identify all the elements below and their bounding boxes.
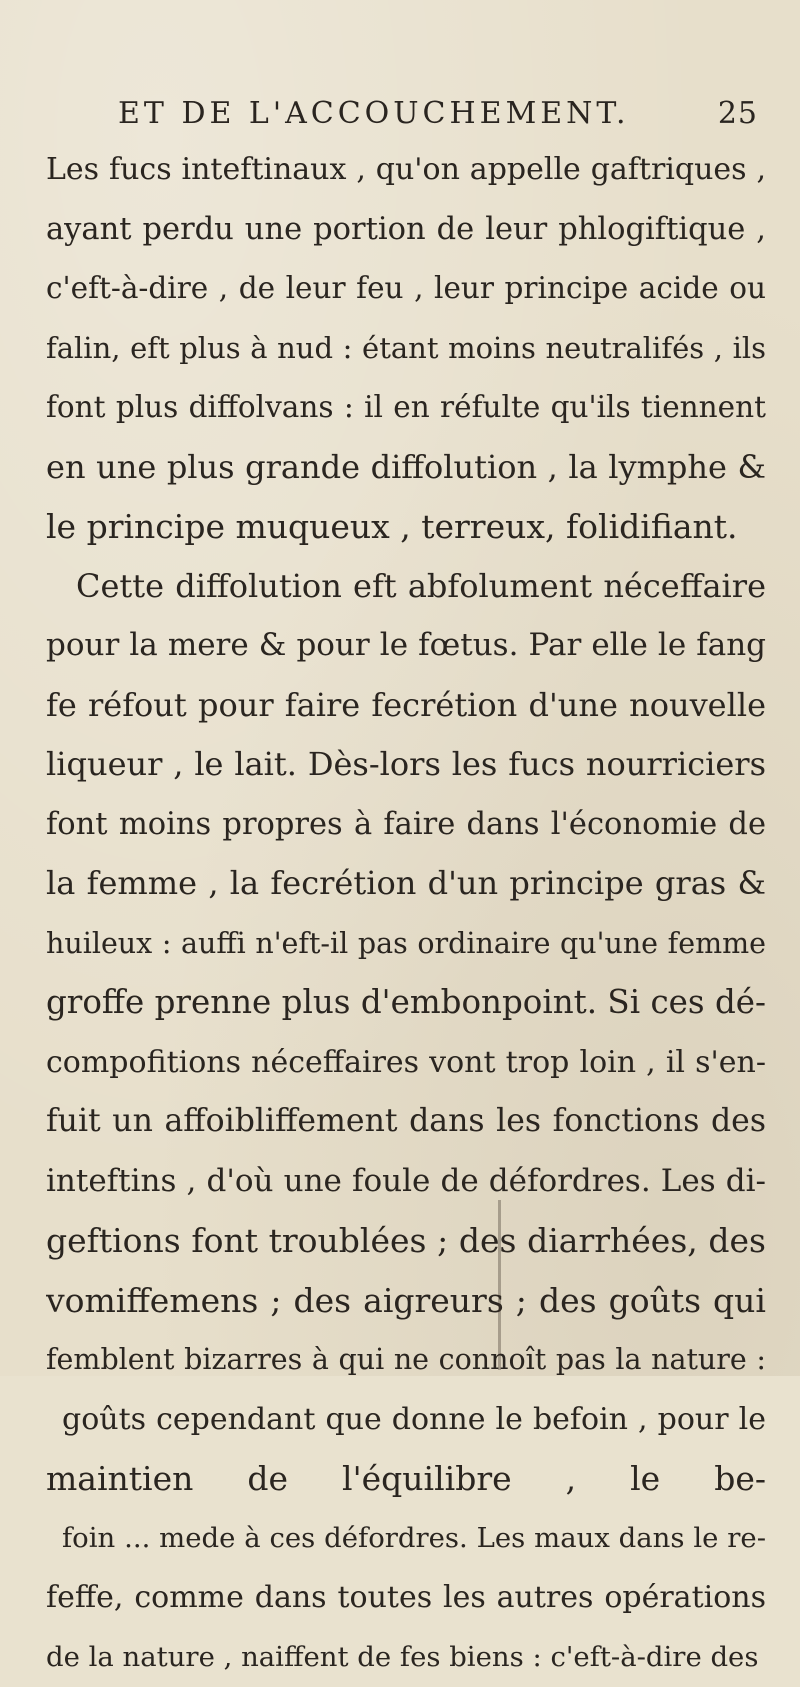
text-line: fe réfout pour faire fecrétion d'une nouvelle [46, 676, 766, 736]
body-text [46, 140, 766, 1687]
text-line: de la nature , naiffent de fes biens : c'eft-à-dire des [46, 1628, 766, 1687]
text-line: femblent bizarres à qui ne connoît pas la nature : [46, 1330, 766, 1390]
paper-crease [498, 1200, 501, 1370]
text-line: Cette diffolution eft abfolument néceffaire [46, 557, 766, 617]
text-line: font moins propres à faire dans l'économie de [46, 795, 766, 855]
text-line: la femme , la fecrétion d'un principe gras & [46, 854, 766, 914]
text-line: inteftins , d'où une foule de défordres. Les di- [46, 1152, 766, 1212]
text-line: font plus diffolvans : il en réfulte qu'ils tiennent [46, 378, 766, 438]
text-line: groffe prenne plus d'embonpoint. Si ces dé- [46, 973, 766, 1033]
text-line: goûts cependant que donne le befoin , pour le [46, 1390, 766, 1450]
running-title: ET DE L'ACCOUCHEMENT. [118, 96, 630, 131]
text-line: maintien de l'équilibre , le be- [46, 1449, 766, 1509]
text-line: c'eft-à-dire , de leur feu , leur principe acide ou [46, 259, 766, 319]
text-line: en une plus grande diffolution , la lymphe & [46, 438, 766, 498]
text-line: le principe muqueux , terreux, folidifiant. [46, 497, 766, 557]
text-line: huileux : auffi n'eft-il pas ordinaire qu'une femme [46, 914, 766, 974]
text-line: fuit un affoibliffement dans les fonctions des [46, 1092, 766, 1152]
text-line: liqueur , le lait. Dès-lors les fucs nourriciers [46, 735, 766, 795]
page-number: 25 [718, 96, 758, 131]
text-line: falin, eft plus à nud : étant moins neutralifés , ils [46, 319, 766, 379]
text-line: pour la mere & pour le fœtus. Par elle le fang [46, 616, 766, 676]
text-line: Les fucs inteftinaux , qu'on appelle gaftriques , [46, 140, 766, 200]
text-line: feffe, comme dans toutes les autres opérations [46, 1568, 766, 1628]
running-header [118, 96, 758, 136]
text-line: compofitions néceffaires vont trop loin , il s'en- [46, 1033, 766, 1093]
text-line: ayant perdu une portion de leur phlogiftique , [46, 200, 766, 260]
text-line: foin ... mede à ces défordres. Les maux dans le re- [46, 1509, 766, 1569]
text-line: geftions font troublées ; des diarrhées, des [46, 1211, 766, 1271]
text-line: vomiffemens ; des aigreurs ; des goûts qui [46, 1271, 766, 1331]
